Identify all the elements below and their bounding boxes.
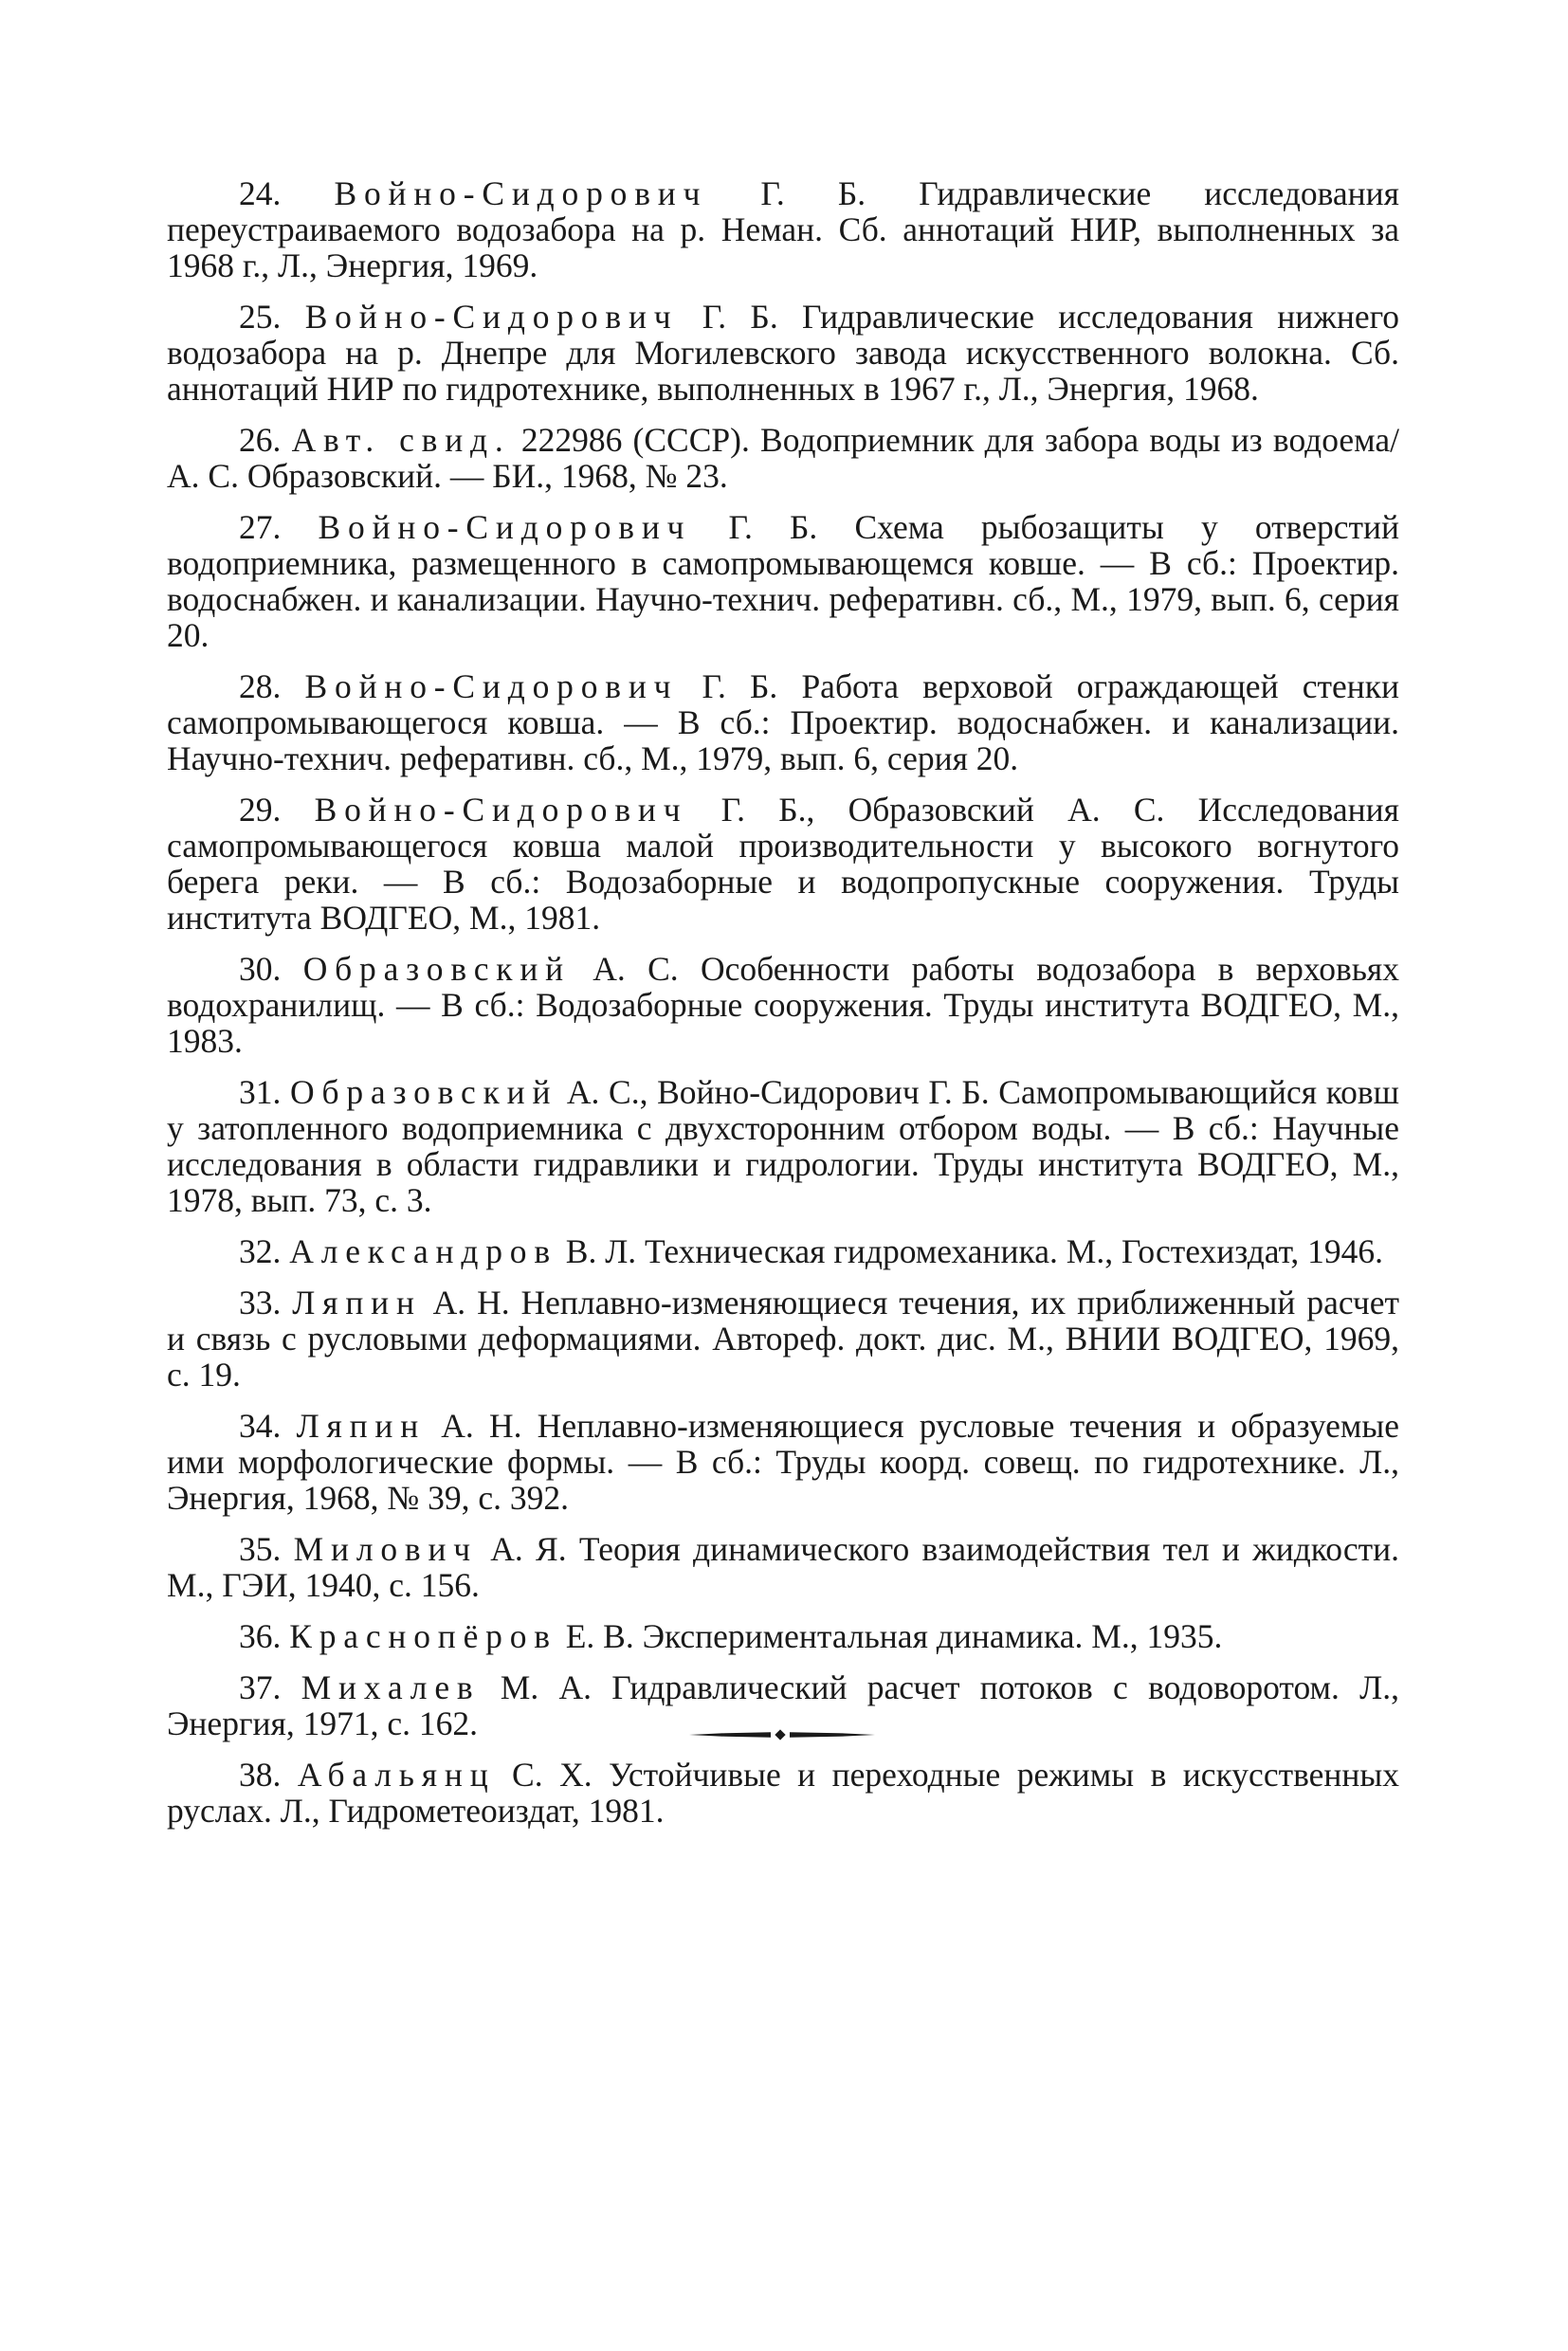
reference-text: А. С., Войно-Сидорович Г. Б. Самопромывающийся ковш у затопленного водоприемника с двухсторонним отбором воды. — В сб.: Научные исследования в области гидравлики и гидрологии. Труды института ВОДГЕО, М., 1978, вып. 73, с. 3. (167, 1073, 1399, 1219)
reference-text: Г. Б., Образовский А. С. Исследования самопромывающегося ковша малой производительности у высокого вогнутого берега реки. — В сб.: Водозаборные и водопропускные сооружения. Труды института ВОДГЕО, М., 1981. (167, 791, 1399, 937)
reference-number: 27. (239, 508, 282, 546)
reference-author: Войно-Сидорович (334, 174, 708, 212)
reference-number: 31. (239, 1073, 282, 1111)
reference-number: 30. (239, 950, 282, 988)
reference-author: Милович (293, 1530, 478, 1568)
reference-number: 35. (239, 1530, 282, 1568)
reference-text: А. Н. Неплавно-изменяющиеся течения, их приближенный расчет и связь с русловыми деформациями. Автореф. докт. дис. М., ВНИИ ВОДГЕО, 1969, с. 19. (167, 1284, 1399, 1394)
reference-number: 26. (239, 421, 282, 459)
reference-number: 36. (239, 1617, 282, 1655)
reference-item (167, 422, 1399, 494)
end-ornament-icon (687, 1728, 877, 1741)
reference-author: Войно-Сидорович (304, 298, 679, 336)
reference-author: Абальянц (297, 1756, 496, 1794)
reference-number: 38. (239, 1756, 282, 1794)
reference-author: Ляпин (292, 1284, 422, 1321)
reference-item (167, 175, 1399, 283)
reference-text: В. Л. Техническая гидромеханика. М., Гостехиздат, 1946. (556, 1232, 1384, 1270)
reference-number: 28. (239, 667, 282, 705)
reference-number: 37. (239, 1668, 282, 1706)
reference-author: Авт. свид. (291, 421, 511, 459)
reference-item (167, 1074, 1399, 1218)
reference-text: Г. Б. Работа верховой ограждающей стенки самопромывающегося ковша. — В сб.: Проектир. водоснабжен. и канализации. Научно-технич. реферативн. сб., М., 1979, вып. 6, серия 20. (167, 667, 1399, 777)
reference-author: Ляпин (296, 1407, 427, 1445)
reference-item (167, 1408, 1399, 1516)
reference-number: 33. (239, 1284, 282, 1321)
reference-item (167, 1233, 1399, 1269)
reference-text: Е. В. Экспериментальная динамика. М., 1935. (556, 1617, 1223, 1655)
reference-number: 25. (239, 298, 282, 336)
reference-number: 34. (239, 1407, 282, 1445)
reference-item (167, 951, 1399, 1059)
reference-item (167, 668, 1399, 776)
reference-text: С. Х. Устойчивые и переходные режимы в искусственных руслах. Л., Гидрометеоиздат, 1981. (167, 1756, 1399, 1830)
reference-author: Михалев (301, 1668, 481, 1706)
reference-item (167, 792, 1399, 936)
reference-author: Краснопёров (289, 1617, 557, 1655)
reference-author: Войно-Сидорович (304, 667, 679, 705)
reference-number: 32. (239, 1232, 282, 1270)
reference-text: А. Н. Неплавно-изменяющиеся русловые течения и образуемые ими морфологические формы. — В сб.: Труды коорд. совещ. по гидротехнике. Л., Энергия, 1968, № 39, с. 392. (167, 1407, 1400, 1517)
reference-list (167, 175, 1399, 1844)
reference-item (167, 1757, 1399, 1829)
reference-item (167, 1618, 1399, 1654)
reference-author: Образовский (302, 950, 571, 988)
reference-author: Войно-Сидорович (314, 791, 688, 829)
reference-item (167, 509, 1399, 653)
reference-text: Г. Б. Схема рыбозащиты у отверстий водоприемника, размещенного в самопромывающемся ковше. — В сб.: Проектир. водоснабжен. и канализации. Научно-технич. реферативн. сб., М., 1979, вып. 6, серия 20. (167, 508, 1400, 654)
reference-author: Образовский (290, 1073, 558, 1111)
reference-text: М. А. Гидравлический расчет потоков с водоворотом. Л., Энергия, 1971, с. 162. (167, 1668, 1399, 1742)
reference-text: А. Я. Теория динамического взаимодействия тел и жидкости. М., ГЭИ, 1940, с. 156. (167, 1530, 1399, 1604)
reference-author: Войно-Сидорович (318, 508, 692, 546)
reference-text: А. С. Особенности работы водозабора в верховьях водохранилищ. — В сб.: Водозаборные сооружения. Труды института ВОДГЕО, М., 1983. (167, 950, 1399, 1060)
reference-text: Г. Б. Гидравлические исследования нижнего водозабора на р. Днепре для Могилевского завода искусственного волокна. Сб. аннотаций НИР по гидротехнике, выполненных в 1967 г., Л., Энергия, 1968. (167, 298, 1400, 408)
reference-item (167, 1285, 1399, 1393)
reference-number: 24. (239, 174, 282, 212)
reference-text: Г. Б. Гидравлические исследования переустраиваемого водозабора на р. Неман. Сб. аннотаций НИР, выполненных за 1968 г., Л., Энергия, 1969. (167, 174, 1400, 284)
reference-author: Александров (289, 1232, 557, 1270)
reference-item (167, 299, 1399, 407)
reference-item (167, 1531, 1399, 1603)
reference-text: 222986 (СССР). Водоприемник для забора воды из водоема/ А. С. Образовский. — БИ., 1968, № 23. (167, 421, 1400, 495)
reference-number: 29. (239, 791, 282, 829)
